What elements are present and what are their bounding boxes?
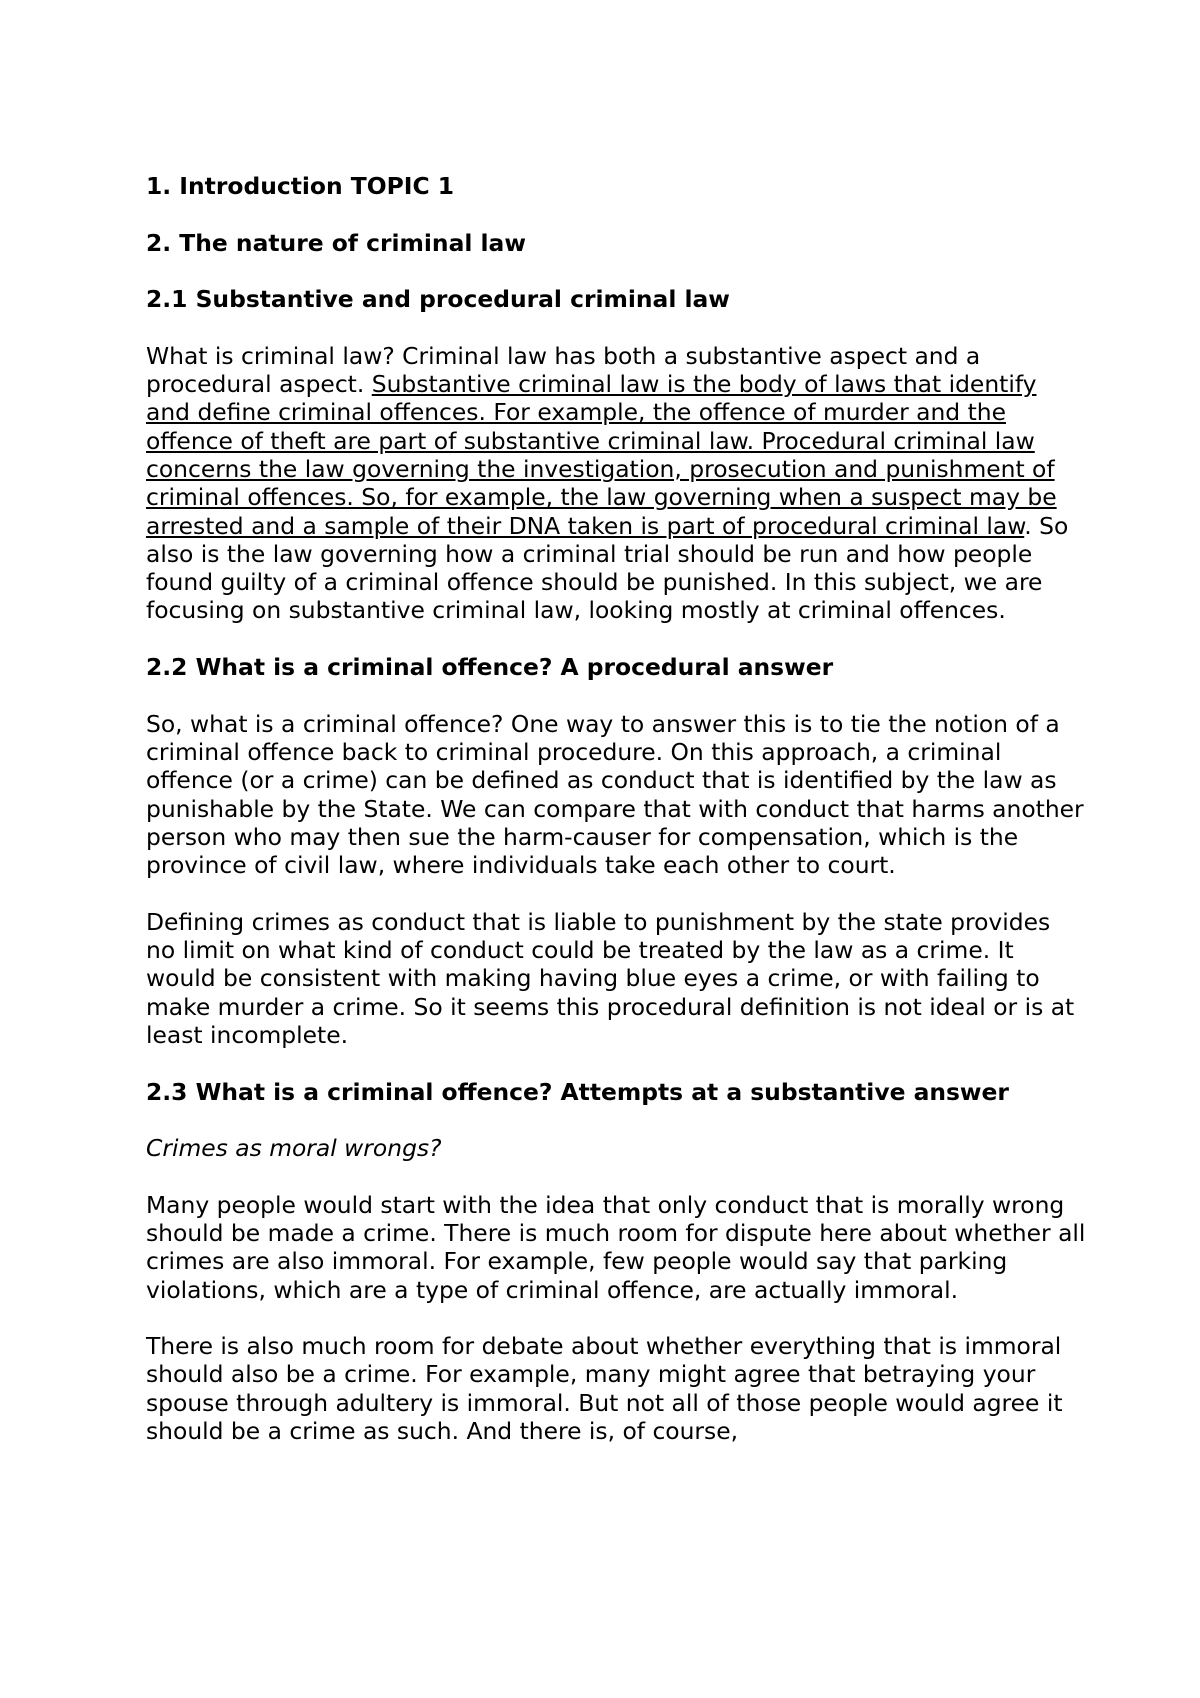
paragraph-text: What is criminal law? Criminal law has both a substantive aspect and a procedural aspect. [146, 341, 981, 399]
subheading-moral-wrongs: Crimes as moral wrongs? [146, 1134, 442, 1163]
heading-introduction: 1. Introduction TOPIC 1 [146, 172, 455, 200]
document-body [146, 172, 1086, 1474]
paragraph-what-is-criminal-law [146, 342, 1086, 625]
paragraph-criminal-offence-procedure: So, what is a criminal offence? One way to answer this is to tie the notion of a criminal offence back to criminal procedure. On this approach, a criminal offence (or a crime) can be defined as conduct that is identified by the law as punishable by the State. We can compare that with conduct that harms another person who may then sue the harm-causer for compensation, which is the province of civil law, where individuals take each other to court. [146, 709, 1084, 880]
paragraph-defining-crimes: Defining crimes as conduct that is liable to punishment by the state provides no limit on what kind of conduct could be treated by the law as a crime. It would be consistent with making having blue eyes a crime, or with failing to make murder a crime. So it seems this procedural definition is not ideal or is at least incomplete. [146, 907, 1075, 1049]
paragraph-immoral-crime-debate: There is also much room for debate about whether everything that is immoral should also be a crime. For example, many might agree that betraying your spouse through adultery is immoral. But not all of those people would agree it should be a crime as such. And there is, of course, [146, 1332, 1063, 1446]
paragraph-morally-wrong: Many people would start with the idea that only conduct that is morally wrong should be made a crime. There is much room for dispute here about whether all crimes are also immoral. For example, few people would say that parking violations, which are a type of criminal offence, are actually immoral. [146, 1190, 1086, 1304]
underlined-passage: Substantive criminal law is the body of laws that identify and define criminal offences. For example, the offence of murder and the offence of theft are part of substantive criminal law. Procedural criminal law concerns the law governing the investigation, prosecution and punishment of criminal offences. So, for example, the law governing when a suspect may be arrested and a sample of their DNA taken is part of procedural criminal law [146, 370, 1057, 540]
heading-substantive-procedural: 2.1 Substantive and procedural criminal law [146, 285, 730, 314]
heading-procedural-answer: 2.2 What is a criminal offence? A procedural answer [146, 653, 834, 682]
heading-substantive-answer: 2.3 What is a criminal offence? Attempts at a substantive answer [146, 1077, 1009, 1106]
paragraph-text: . So also is the law governing how a criminal trial should be run and how people found guilty of a criminal offence should be punished. In this subject, we are focusing on substantive criminal law, looking mostly at criminal offences. [146, 511, 1069, 625]
heading-nature-of-criminal-law: 2. The nature of criminal law [146, 228, 526, 257]
